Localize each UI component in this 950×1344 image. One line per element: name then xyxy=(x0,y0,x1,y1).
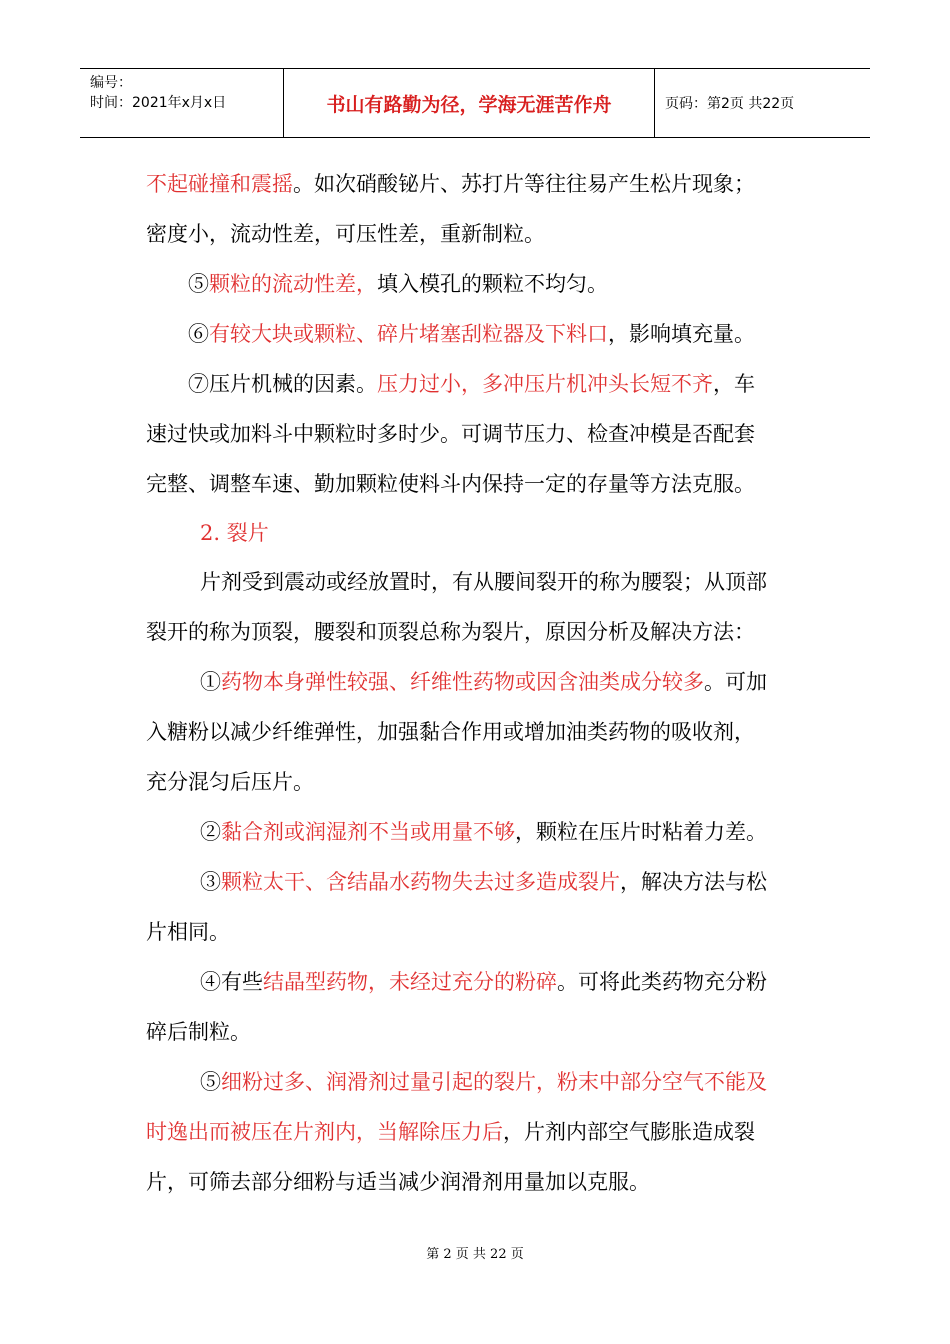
body-text: 填入模孔的颗粒不均匀。 xyxy=(377,272,608,296)
body-text: 速过快或加料斗中颗粒时多时少。可调节压力、检查冲模是否配套 xyxy=(146,422,755,446)
body-text: ⑦压片机械的因素。 xyxy=(188,372,377,396)
body-text: ，解决方法与松 xyxy=(620,870,767,894)
header-motto-cell xyxy=(284,69,655,137)
body-text: 碎后制粒。 xyxy=(146,1020,251,1044)
body-text: 完整、调整车速、勤加颗粒使料斗内保持一定的存量等方法克服。 xyxy=(146,472,755,496)
body-line xyxy=(200,968,767,996)
body-line xyxy=(146,420,755,448)
body-line xyxy=(146,1168,650,1196)
list-marker: ⑤ xyxy=(188,272,209,296)
body-line xyxy=(200,1068,767,1096)
body-line xyxy=(146,1118,755,1146)
document-number-label: 编号： xyxy=(90,75,132,91)
body-line xyxy=(146,470,755,498)
header-page-info: 页码：第2页 共22页 xyxy=(665,96,795,112)
header-table xyxy=(80,68,870,138)
body-text: 充分混匀后压片。 xyxy=(146,770,314,794)
list-marker: ⑤ xyxy=(200,1070,221,1094)
body-text: 。如次硝酸铋片、苏打片等往往易产生松片现象； xyxy=(293,172,755,196)
page-footer: 第 2 页 共 22 页 xyxy=(426,1247,524,1262)
highlight-text: 药物本身弹性较强、纤维性药物或因含油类成分较多 xyxy=(221,670,704,694)
highlight-text: 颗粒太干、含结晶水药物失去过多造成裂片 xyxy=(221,870,620,894)
body-line xyxy=(146,1018,251,1046)
body-text: ，片剂内部空气膨胀造成裂 xyxy=(503,1120,755,1144)
highlight-text: 时逸出而被压在片剂内，当解除压力后 xyxy=(146,1120,503,1144)
highlight-text: 压力过小，多冲压片机冲头长短不齐 xyxy=(377,372,713,396)
body-text: 片，可筛去部分细粉与适当减少润滑剂用量加以克服。 xyxy=(146,1170,650,1194)
section-heading-text: 2. 裂片 xyxy=(200,521,269,545)
body-line xyxy=(200,668,767,696)
body-line xyxy=(146,170,755,198)
body-line xyxy=(188,370,755,398)
highlight-text: 细粉过多、润滑剂过量引起的裂片，粉末中部分空气不能及 xyxy=(221,1070,767,1094)
document-time-label: 时间：2021年x月x日 xyxy=(90,95,227,111)
body-line xyxy=(146,918,230,946)
highlight-text: 不起碰撞和震摇 xyxy=(146,172,293,196)
header-meta-cell xyxy=(80,69,284,137)
body-text: ④有些 xyxy=(200,970,263,994)
highlight-text: 颗粒的流动性差， xyxy=(209,272,377,296)
list-marker: ⑥ xyxy=(188,322,209,346)
body-text: ，影响填充量。 xyxy=(608,322,755,346)
body-line xyxy=(188,270,608,298)
body-text: ，颗粒在压片时粘着力差。 xyxy=(515,820,767,844)
body-line xyxy=(146,768,314,796)
list-marker: ② xyxy=(200,820,221,844)
highlight-text: 结晶型药物，未经过充分的粉碎 xyxy=(263,970,557,994)
body-text: 密度小，流动性差，可压性差，重新制粒。 xyxy=(146,222,545,246)
body-text: 。可将此类药物充分粉 xyxy=(557,970,767,994)
body-line xyxy=(188,320,755,348)
body-line xyxy=(146,718,755,746)
body-text: 入糖粉以减少纤维弹性，加强黏合作用或增加油类药物的吸收剂， xyxy=(146,720,755,744)
body-line xyxy=(200,868,767,896)
highlight-text: 黏合剂或润湿剂不当或用量不够 xyxy=(221,820,515,844)
body-text: 片剂受到震动或经放置时，有从腰间裂开的称为腰裂；从顶部 xyxy=(200,570,767,594)
body-line xyxy=(146,618,755,646)
body-text: ，车 xyxy=(713,372,755,396)
body-line xyxy=(200,568,767,596)
body-line xyxy=(200,818,767,846)
body-text: 。可加 xyxy=(704,670,767,694)
list-marker: ① xyxy=(200,670,221,694)
body-text: 片相同。 xyxy=(146,920,230,944)
list-marker: ③ xyxy=(200,870,221,894)
header-motto: 书山有路勤为径，学海无涯苦作舟 xyxy=(326,94,612,116)
highlight-text: 有较大块或颗粒、碎片堵塞刮粒器及下料口 xyxy=(209,322,608,346)
body-text: 裂开的称为顶裂，腰裂和顶裂总称为裂片，原因分析及解决方法： xyxy=(146,620,755,644)
header-page-cell xyxy=(655,69,870,137)
section-heading xyxy=(200,519,269,547)
body-line xyxy=(146,220,545,248)
